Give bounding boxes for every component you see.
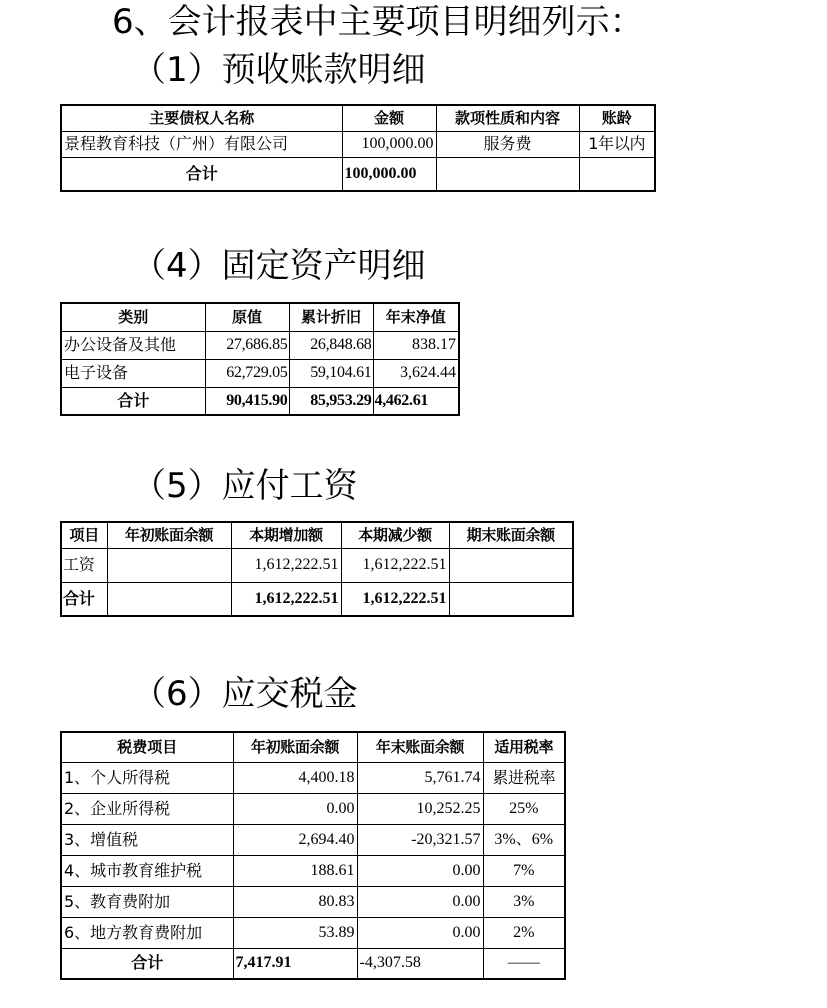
table-row xyxy=(61,359,459,387)
column-header: 原值 xyxy=(205,303,289,331)
net-value-cell: 838.17 xyxy=(373,331,459,359)
closing-balance-cell: 0.00 xyxy=(357,886,483,917)
empty-cell xyxy=(436,157,579,191)
decrease-cell: 1,612,222.51 xyxy=(341,548,449,582)
column-header: 主要债权人名称 xyxy=(61,105,342,131)
table-header-row xyxy=(61,522,573,548)
column-header: 本期增加额 xyxy=(231,522,341,548)
tax-rate-cell: 7% xyxy=(483,855,565,886)
total-label: 合计 xyxy=(61,582,107,616)
tax-rate-cell: 2% xyxy=(483,917,565,948)
table-row xyxy=(61,762,565,793)
amount-cell: 100,000.00 xyxy=(342,131,436,157)
opening-balance-cell: 80.83 xyxy=(233,886,357,917)
tax-rate-cell: 3% xyxy=(483,886,565,917)
total-amount: 100,000.00 xyxy=(342,157,436,191)
table-row xyxy=(61,548,573,582)
column-header: 年初账面余额 xyxy=(233,732,357,762)
total-row xyxy=(61,948,565,979)
empty-cell xyxy=(579,157,655,191)
closing-balance-cell: 5,761.74 xyxy=(357,762,483,793)
tax-rate-cell: 3%、6% xyxy=(483,824,565,855)
advance-receipts-table xyxy=(60,104,656,192)
original-value-cell: 62,729.05 xyxy=(205,359,289,387)
tax-item-cell: 1、个人所得税 xyxy=(61,762,233,793)
total-row xyxy=(61,157,655,191)
total-opening-balance xyxy=(107,582,231,616)
total-net-value: 4,462.61 xyxy=(373,387,459,415)
tax-item-cell: 6、地方教育费附加 xyxy=(61,917,233,948)
total-increase: 1,612,222.51 xyxy=(231,582,341,616)
total-closing-balance: -4,307.58 xyxy=(357,948,483,979)
tax-rate-cell: 累进税率 xyxy=(483,762,565,793)
increase-cell: 1,612,222.51 xyxy=(231,548,341,582)
column-header: 本期减少额 xyxy=(341,522,449,548)
table-row xyxy=(61,793,565,824)
item-cell: 工资 xyxy=(61,548,107,582)
section-title-fixed-assets: （4）固定资产明细 xyxy=(132,246,426,286)
tax-rate-cell: 25% xyxy=(483,793,565,824)
table-row xyxy=(61,886,565,917)
total-decrease: 1,612,222.51 xyxy=(341,582,449,616)
total-opening-balance: 7,417.91 xyxy=(233,948,357,979)
column-header: 年末账面余额 xyxy=(357,732,483,762)
table-row xyxy=(61,131,655,157)
total-label: 合计 xyxy=(61,387,205,415)
category-cell: 电子设备 xyxy=(61,359,205,387)
nature-cell: 服务费 xyxy=(436,131,579,157)
column-header: 适用税率 xyxy=(483,732,565,762)
column-header: 账龄 xyxy=(579,105,655,131)
column-header: 年初账面余额 xyxy=(107,522,231,548)
total-label: 合计 xyxy=(61,157,342,191)
original-value-cell: 27,686.85 xyxy=(205,331,289,359)
column-header: 金额 xyxy=(342,105,436,131)
tax-item-cell: 2、企业所得税 xyxy=(61,793,233,824)
section-title-taxes: （6）应交税金 xyxy=(132,674,358,714)
opening-balance-cell: 53.89 xyxy=(233,917,357,948)
opening-balance-cell: 4,400.18 xyxy=(233,762,357,793)
section-title-advance-receipts: （1）预收账款明细 xyxy=(132,50,426,90)
closing-balance-cell xyxy=(449,548,573,582)
table-row xyxy=(61,917,565,948)
total-row xyxy=(61,387,459,415)
closing-balance-cell: 0.00 xyxy=(357,855,483,886)
column-header: 年末净值 xyxy=(373,303,459,331)
opening-balance-cell: 0.00 xyxy=(233,793,357,824)
payroll-table xyxy=(60,521,574,617)
tax-item-cell: 3、增值税 xyxy=(61,824,233,855)
report-title: 6、会计报表中主要项目明细列示： xyxy=(112,2,644,42)
tax-item-cell: 5、教育费附加 xyxy=(61,886,233,917)
closing-balance-cell: 10,252.25 xyxy=(357,793,483,824)
table-row xyxy=(61,855,565,886)
depreciation-cell: 59,104.61 xyxy=(289,359,373,387)
opening-balance-cell xyxy=(107,548,231,582)
total-label: 合计 xyxy=(61,948,233,979)
total-tax-rate: —— xyxy=(483,948,565,979)
age-cell: 1年以内 xyxy=(579,131,655,157)
taxes-payable-table xyxy=(60,731,566,980)
column-header: 款项性质和内容 xyxy=(436,105,579,131)
column-header: 期末账面余额 xyxy=(449,522,573,548)
table-header-row xyxy=(61,732,565,762)
closing-balance-cell: 0.00 xyxy=(357,917,483,948)
total-closing-balance xyxy=(449,582,573,616)
table-row xyxy=(61,331,459,359)
column-header: 类别 xyxy=(61,303,205,331)
column-header: 项目 xyxy=(61,522,107,548)
column-header: 累计折旧 xyxy=(289,303,373,331)
total-row xyxy=(61,582,573,616)
creditor-name: 景程教育科技（广州）有限公司 xyxy=(61,131,342,157)
net-value-cell: 3,624.44 xyxy=(373,359,459,387)
tax-item-cell: 4、城市教育维护税 xyxy=(61,855,233,886)
table-header-row xyxy=(61,303,459,331)
opening-balance-cell: 188.61 xyxy=(233,855,357,886)
fixed-assets-table xyxy=(60,302,460,416)
table-header-row xyxy=(61,105,655,131)
opening-balance-cell: 2,694.40 xyxy=(233,824,357,855)
table-row xyxy=(61,824,565,855)
column-header: 税费项目 xyxy=(61,732,233,762)
closing-balance-cell: -20,321.57 xyxy=(357,824,483,855)
total-original-value: 90,415.90 xyxy=(205,387,289,415)
total-depreciation: 85,953.29 xyxy=(289,387,373,415)
depreciation-cell: 26,848.68 xyxy=(289,331,373,359)
category-cell: 办公设备及其他 xyxy=(61,331,205,359)
section-title-payroll: （5）应付工资 xyxy=(132,466,358,506)
